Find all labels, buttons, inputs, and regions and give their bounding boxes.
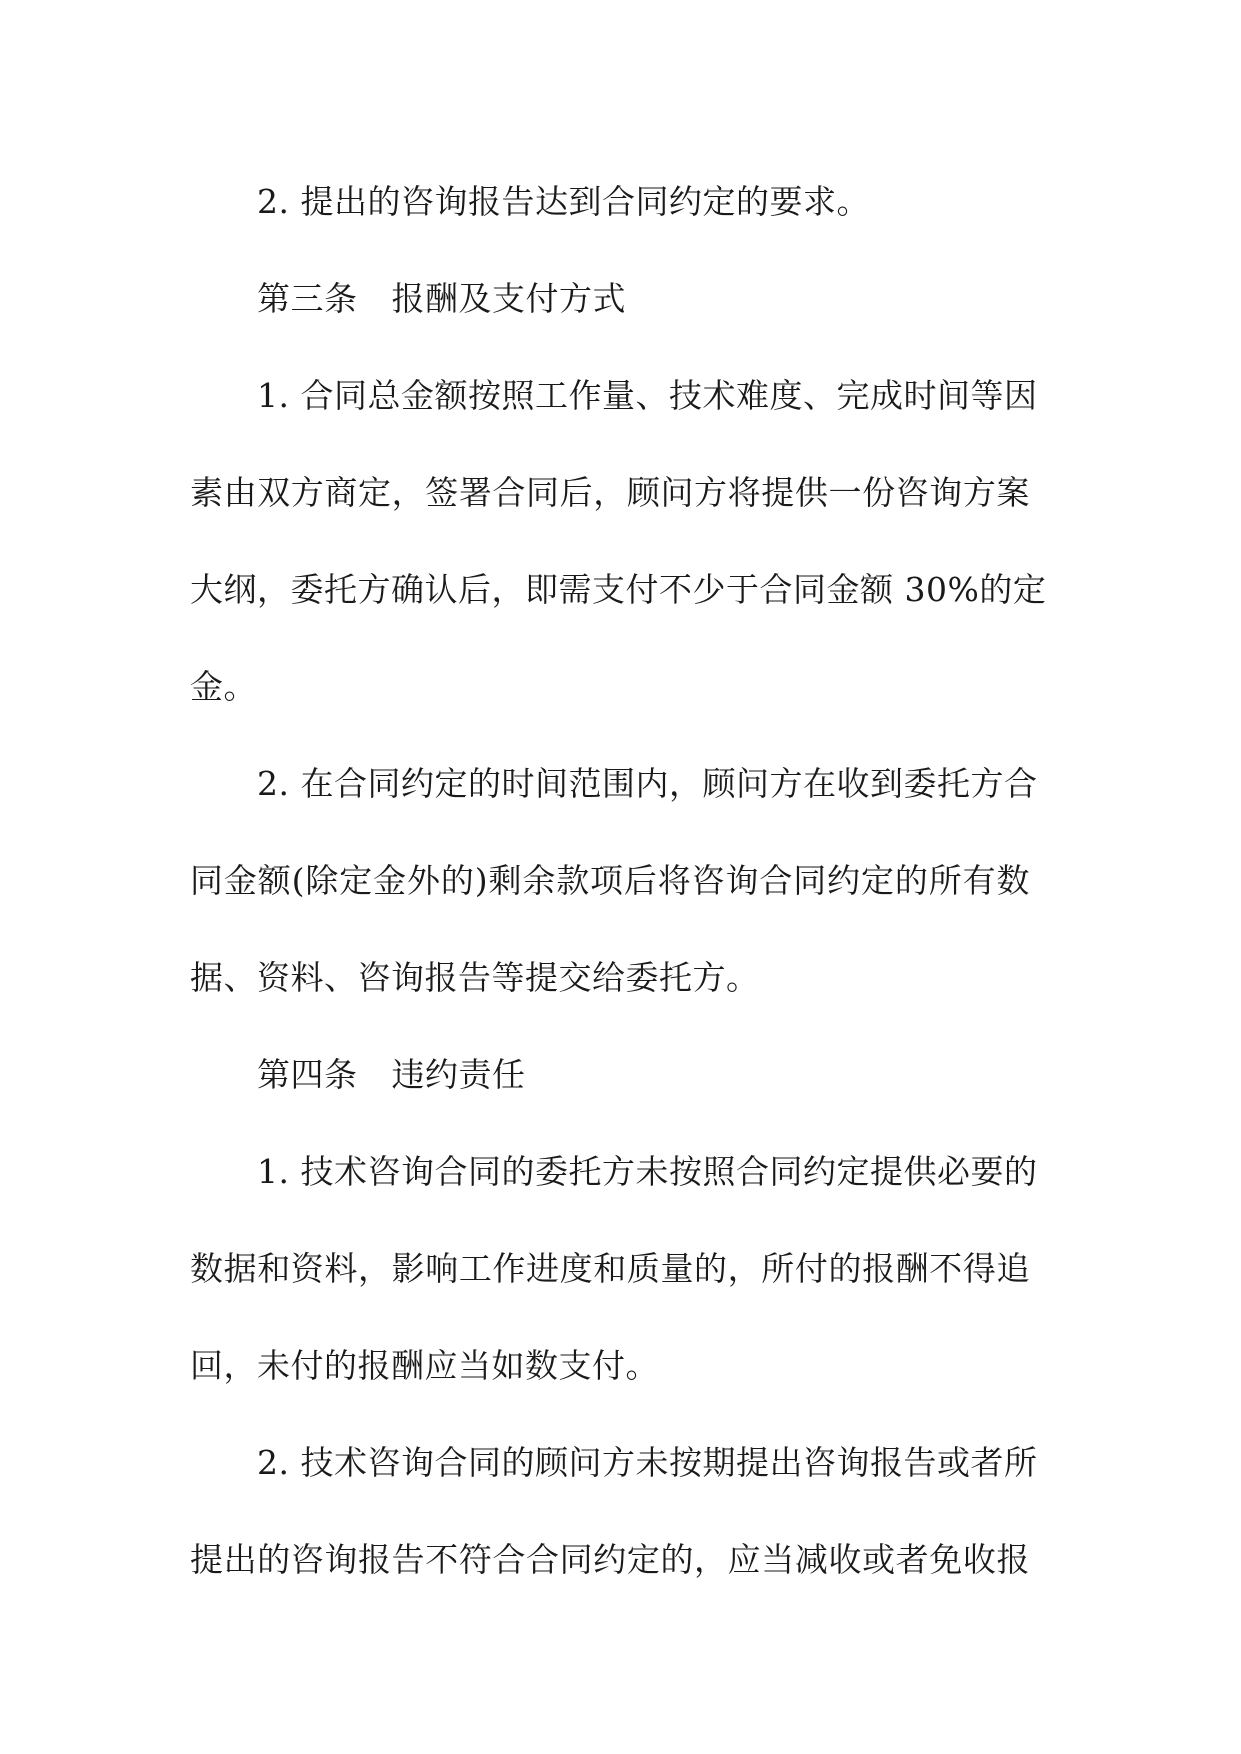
paragraph-line: 金。 xyxy=(190,667,257,706)
paragraph-line: 2. 技术咨询合同的顾问方未按期提出咨询报告或者所 xyxy=(257,1443,1038,1482)
paragraph-line: 大纲，委托方确认后，即需支付不少于合同金额 30%的定 xyxy=(190,570,1047,609)
paragraph-line: 提出的咨询报告不符合合同约定的，应当减收或者免收报 xyxy=(190,1540,1030,1579)
paragraph-line: 2. 在合同约定的时间范围内，顾问方在收到委托方合 xyxy=(257,764,1038,803)
paragraph-line: 数据和资料，影响工作进度和质量的，所付的报酬不得追 xyxy=(190,1249,1030,1288)
paragraph-line: 1. 技术咨询合同的委托方未按照合同约定提供必要的 xyxy=(257,1152,1038,1191)
paragraph-line: 据、资料、咨询报告等提交给委托方。 xyxy=(190,958,760,997)
article-number: 第四条 xyxy=(257,1055,358,1094)
article-heading xyxy=(257,1051,1097,1099)
article-number: 第三条 xyxy=(257,279,358,318)
article-heading xyxy=(257,275,1097,323)
article-title: 违约责任 xyxy=(391,1055,526,1094)
paragraph-line: 回，未付的报酬应当如数支付。 xyxy=(190,1346,659,1385)
article-title: 报酬及支付方式 xyxy=(391,279,626,318)
paragraph-line: 2. 提出的咨询报告达到合同约定的要求。 xyxy=(257,182,870,221)
paragraph-line: 1. 合同总金额按照工作量、技术难度、完成时间等因 xyxy=(257,376,1038,415)
paragraph-line: 素由双方商定，签署合同后，顾问方将提供一份咨询方案 xyxy=(190,473,1030,512)
paragraph-line: 同金额(除定金外的)剩余款项后将咨询合同约定的所有数 xyxy=(190,861,1030,900)
